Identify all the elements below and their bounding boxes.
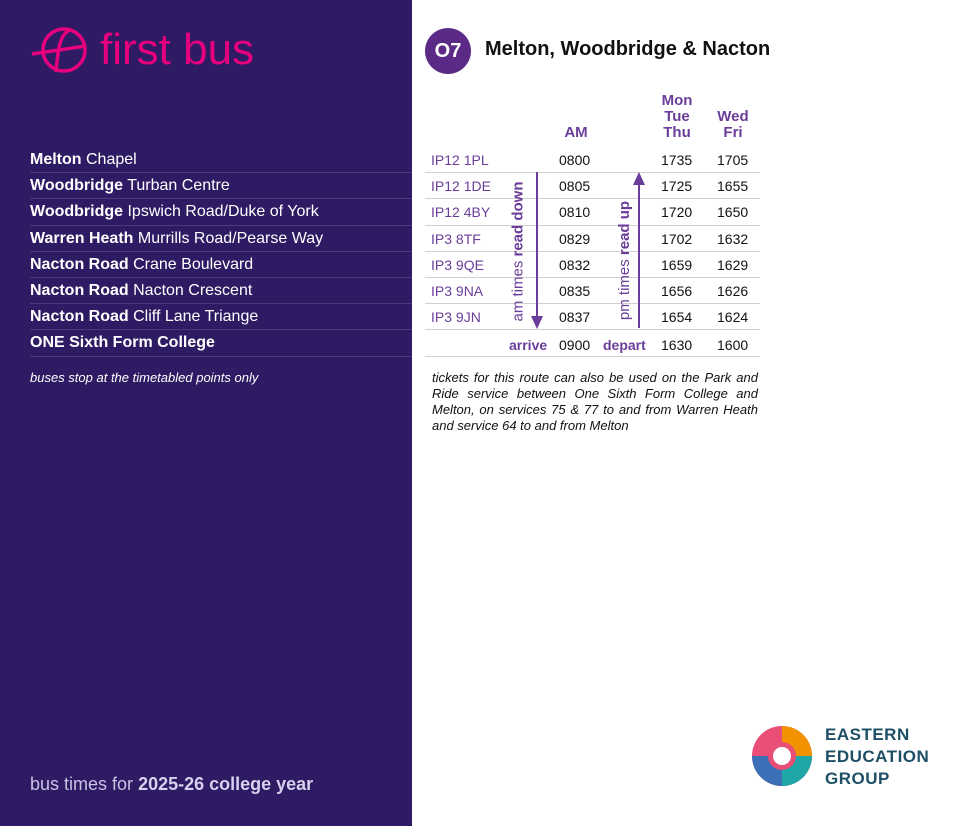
pm-time-wed-fri: 1624 (717, 309, 749, 326)
stop-row: Nacton Road Crane Boulevard (30, 252, 412, 278)
pm-time-wed-fri: 1655 (717, 178, 749, 195)
postcode: IP12 1DE (431, 178, 491, 195)
postcode: IP12 4BY (431, 204, 491, 221)
am-time: 0837 (559, 309, 591, 326)
pm-time-wed-fri: 1629 (717, 256, 749, 273)
pm-time-mon-tue-thu: 1656 (661, 283, 693, 299)
am-time: 0829 (559, 230, 591, 247)
eastern-education-group-logo-icon (744, 720, 824, 790)
pm-time-wed-fri: 1626 (717, 283, 749, 299)
postcode: IP3 9NA (431, 283, 484, 299)
pm-time-mon-tue-thu: 1725 (661, 178, 693, 195)
pm-time-mon-tue-thu: 1654 (661, 309, 693, 326)
pm-time-wed-fri: 1600 (717, 337, 749, 354)
route-title: Melton, Woodbridge & Nacton (485, 38, 771, 60)
depart-label: depart (603, 337, 646, 354)
college-year-footer: bus times for 2025-26 college year (30, 774, 314, 794)
stop-row: Nacton Road Nacton Crescent (30, 278, 412, 304)
am-header: AM (564, 124, 588, 141)
pm-time-wed-fri: 1650 (717, 204, 749, 221)
stop-row: Melton Chapel (30, 147, 412, 173)
stop-row: Woodbridge Turban Centre (30, 173, 412, 199)
am-time: 0810 (559, 204, 591, 221)
stop-list (30, 147, 412, 357)
table-row (425, 330, 760, 356)
am-time: 0805 (559, 178, 591, 195)
stop-row: Warren Heath Murrills Road/Pearse Way (30, 226, 412, 252)
pm-time-wed-fri: 1632 (717, 230, 749, 247)
postcode: IP3 9QE (431, 256, 484, 273)
pm-time-wed-fri: 1705 (717, 152, 749, 168)
left-panel (0, 0, 412, 826)
first-bus-f-icon (30, 24, 94, 76)
postcode: IP3 9JN (431, 309, 481, 326)
postcode: IP3 8TF (431, 230, 481, 247)
stops-note: buses stop at the timetabled points only (30, 370, 259, 385)
am-time: 0832 (559, 256, 591, 273)
eastern-education-group-name: EASTERN EDUCATION GROUP (825, 725, 930, 788)
route-number-badge: O7 (425, 28, 471, 74)
postcode: IP12 1PL (431, 152, 489, 168)
stop-row: Nacton Road Cliff Lane Triange (30, 304, 412, 330)
pm-read-up-label: pm times read up (616, 200, 634, 321)
pm-time-mon-tue-thu: 1702 (661, 230, 693, 247)
down-arrow-icon (531, 316, 543, 329)
pm-time-mon-tue-thu: 1659 (661, 256, 693, 273)
mon-tue-thu-header: Mon Tue Thu (661, 92, 693, 141)
ticket-note: tickets for this route can also be used on the Park and Ride service between One Sixth Form College and Melton, on services 75 & 77 to and from Warren Heath and service 64 to and from Melton (432, 370, 758, 433)
pm-time-mon-tue-thu: 1720 (661, 204, 693, 221)
wed-fri-header: Wed Fri (717, 108, 749, 141)
am-time: 0800 (559, 152, 591, 168)
pm-time-mon-tue-thu: 1630 (661, 337, 693, 354)
arrive-label: arrive (509, 337, 548, 354)
stop-row: ONE Sixth Form College (30, 330, 412, 356)
pm-time-mon-tue-thu: 1735 (661, 152, 693, 168)
stop-row: Woodbridge Ipswich Road/Duke of York (30, 199, 412, 225)
brand-name: first bus (100, 25, 255, 74)
up-arrow-icon (633, 172, 645, 185)
am-read-down-label: am times read down (509, 181, 527, 322)
am-time: 0900 (559, 337, 591, 354)
direction-arrows (525, 168, 653, 333)
am-time: 0835 (559, 283, 591, 299)
